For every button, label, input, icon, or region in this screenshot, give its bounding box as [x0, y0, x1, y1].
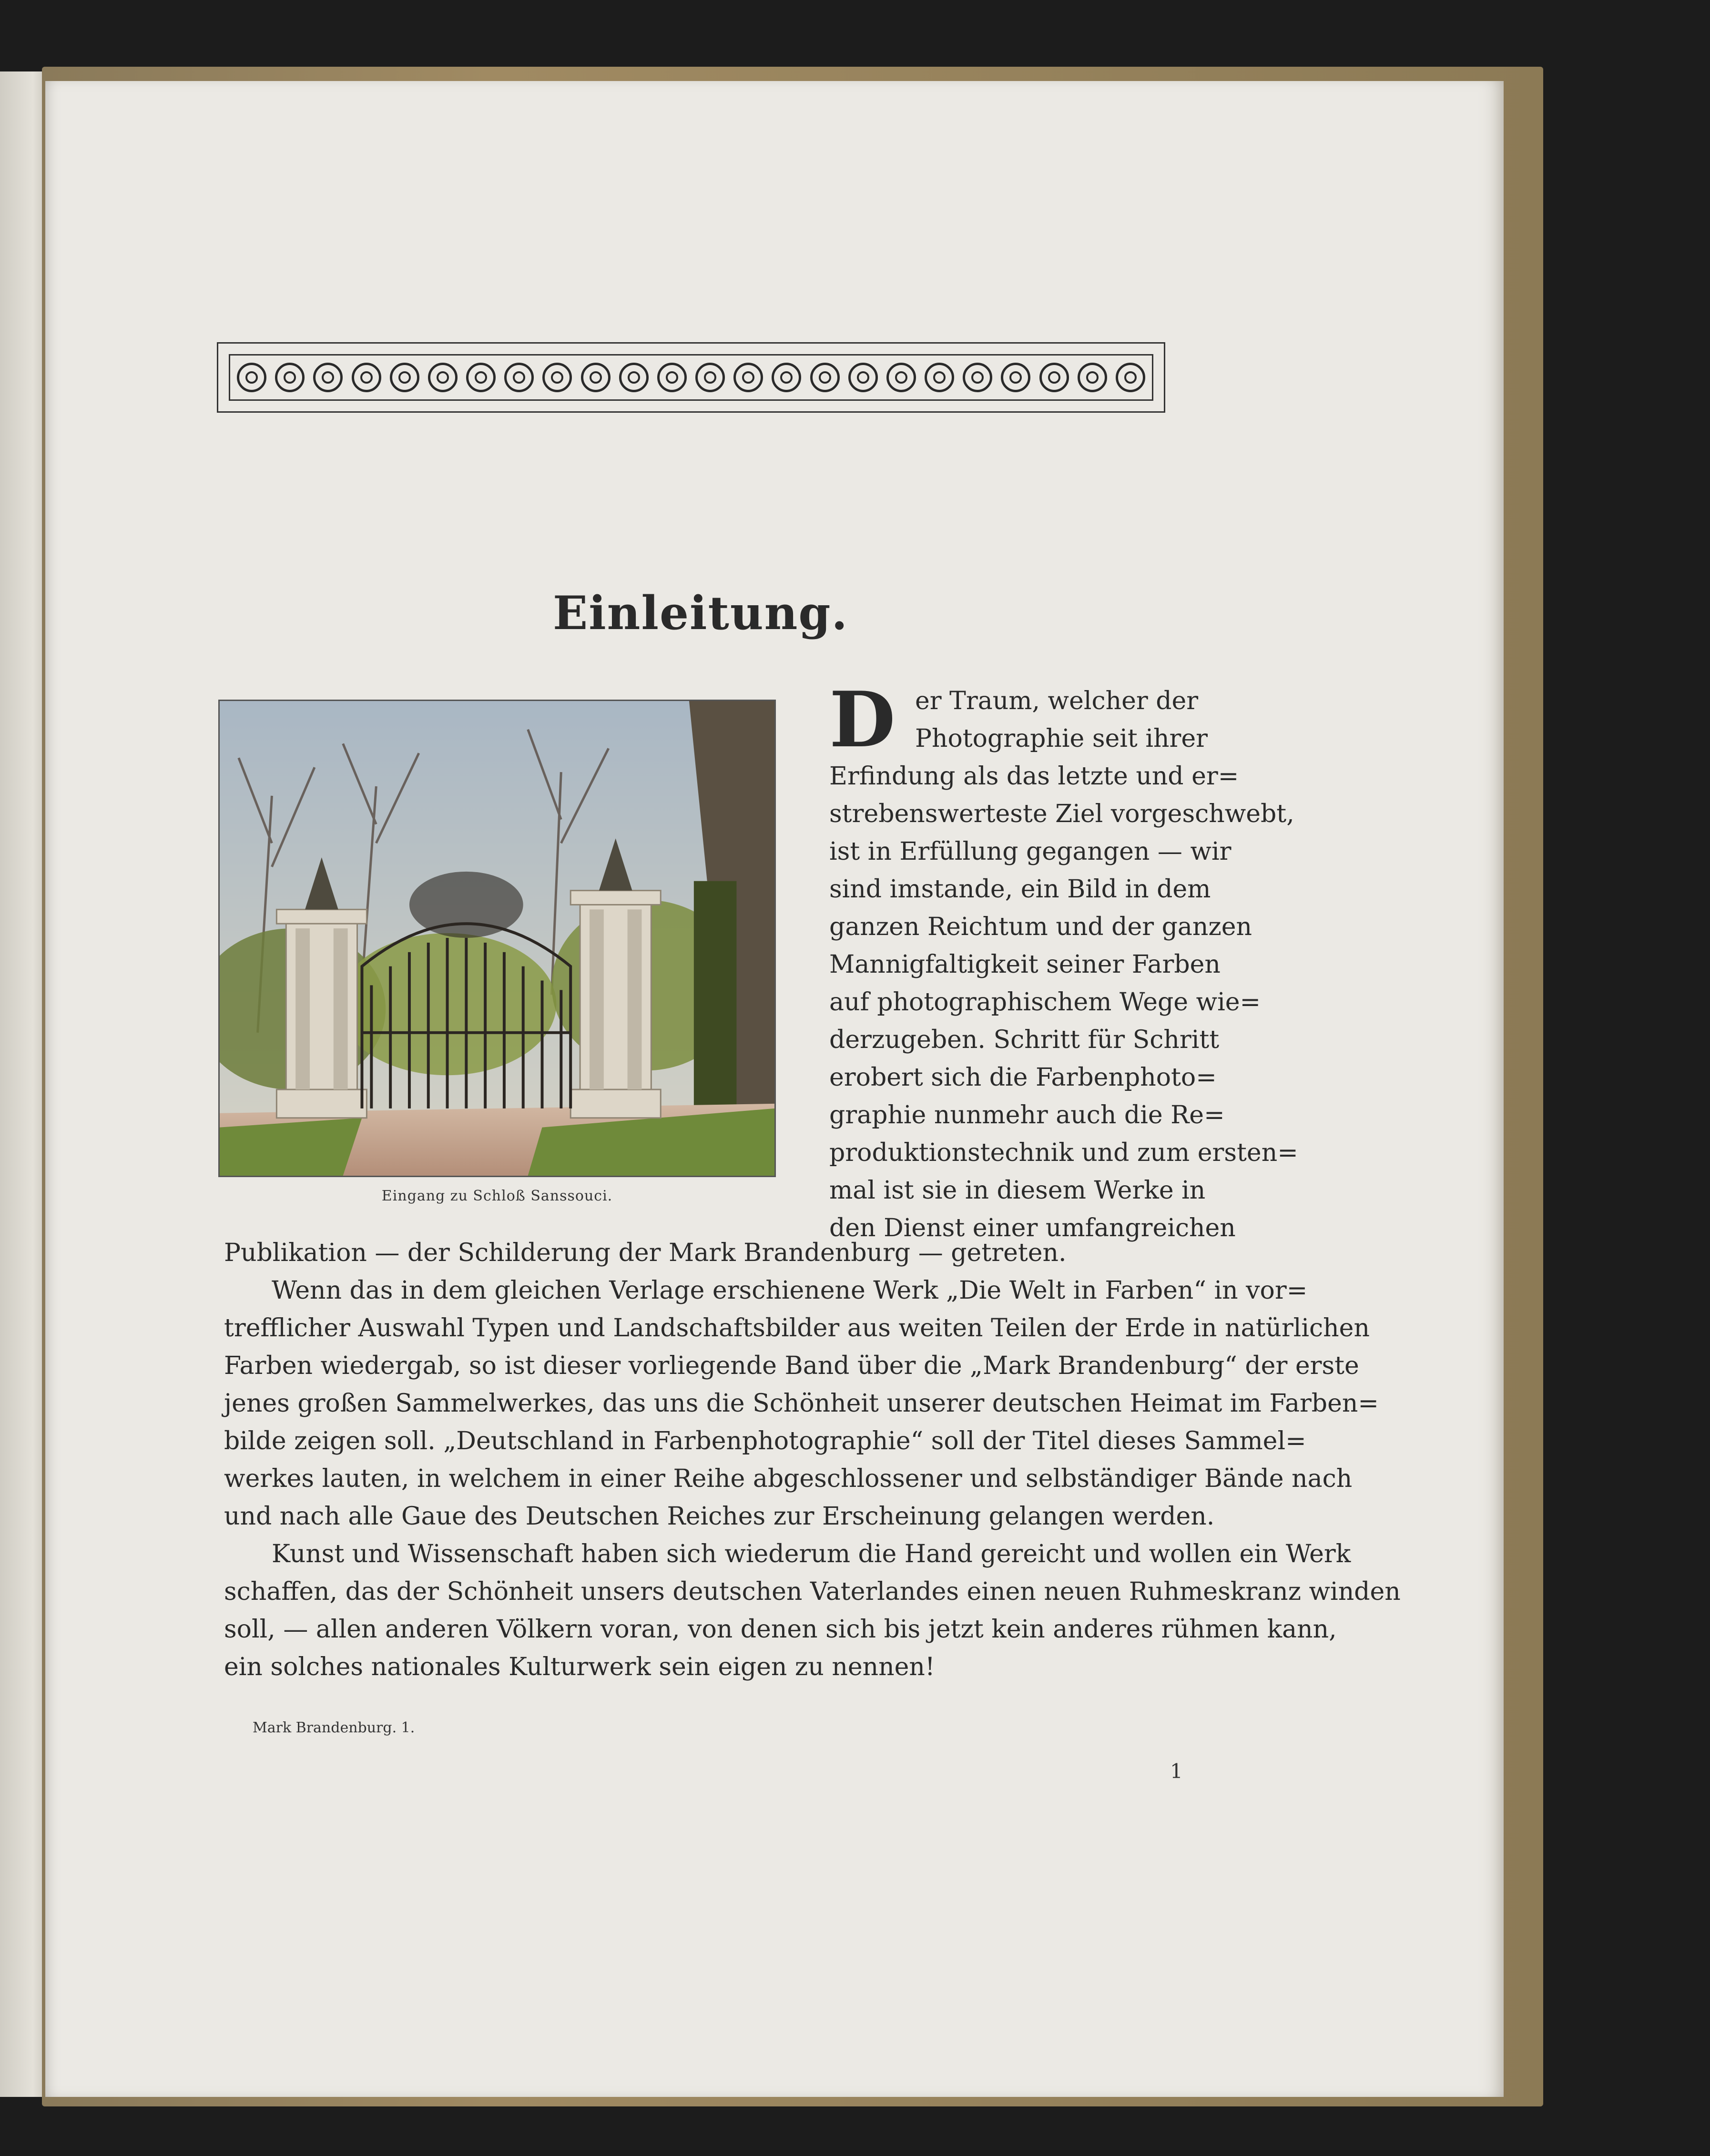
full-width-text — [224, 1234, 1401, 1686]
page-title: Einleitung. — [553, 586, 848, 640]
right-column-line: Mannigfaltigkeit seiner Farben — [829, 950, 1221, 979]
ornament-ring-icon — [581, 363, 611, 392]
ornament-ring-icon — [352, 363, 381, 392]
right-column-line: graphie nunmehr auch die Re= — [829, 1101, 1225, 1129]
sanssouci-gate-photo — [218, 700, 776, 1177]
body-text-line: schaffen, das der Schönheit unsers deutschen Vaterlandes einen neuen Ruhmeskranz winden — [224, 1577, 1401, 1606]
ornament-ring-icon — [619, 363, 649, 392]
ornament-ring-icon — [466, 363, 496, 392]
signature-mark: Mark Brandenburg. 1. — [253, 1719, 415, 1736]
ornament-ring-icon — [237, 363, 266, 392]
right-column-line: derzugeben. Schritt für Schritt — [829, 1026, 1220, 1054]
ornament-ring-icon — [275, 363, 305, 392]
body-text-line: Wenn das in dem gleichen Verlage erschienene Werk „Die Welt in Farben“ in vor= — [272, 1276, 1308, 1305]
ornament-ring-icon — [810, 363, 840, 392]
body-text-line: werkes lauten, in welchem in einer Reihe abgeschlossener und selbständiger Bände nach — [224, 1464, 1353, 1493]
ornament-ring-icon — [504, 363, 534, 392]
right-column-line: Photographie seit ihrer — [915, 724, 1208, 753]
photo-caption: Eingang zu Schloß Sanssouci. — [381, 1188, 613, 1204]
right-column-line: ganzen Reichtum und der ganzen — [829, 913, 1252, 941]
right-column-line: ist in Erfüllung gegangen — wir — [829, 837, 1232, 866]
right-column-line: produktionstechnik und zum ersten= — [829, 1139, 1298, 1167]
ornament-ring-icon — [313, 363, 343, 392]
ornament-ring-icon — [1039, 363, 1069, 392]
body-text-line: bilde zeigen soll. „Deutschland in Farbenphotographie“ soll der Titel dieses Sammel= — [224, 1427, 1306, 1455]
right-column-line: sind imstande, ein Bild in dem — [829, 875, 1211, 904]
body-text-line: trefflicher Auswahl Typen und Landschaftsbilder aus weiten Teilen der Erde in natürlichen — [224, 1314, 1370, 1342]
right-column-line: erobert sich die Farbenphoto= — [829, 1063, 1217, 1092]
ornamental-border — [217, 342, 1165, 413]
right-column-text — [829, 675, 1298, 1247]
page-number: 1 — [1170, 1759, 1183, 1783]
ornament-ring-icon — [390, 363, 419, 392]
gate-photo-image — [220, 701, 774, 1176]
body-text-line: ein solches nationales Kulturwerk sein eigen zu nennen! — [224, 1653, 935, 1681]
body-text-line: und nach alle Gaue des Deutschen Reiches zur Erscheinung gelangen werden. — [224, 1502, 1215, 1531]
right-column-line: mal ist sie in diesem Werke in — [829, 1176, 1206, 1205]
ornament-ring-icon — [886, 363, 916, 392]
body-text-line: Farben wiedergab, so ist dieser vorliegende Band über die „Mark Brandenburg“ der erste — [224, 1352, 1359, 1380]
body-text-line: Kunst und Wissenschaft haben sich wiederum die Hand gereicht und wollen ein Werk — [272, 1540, 1351, 1568]
right-column-line: auf photographischem Wege wie= — [829, 988, 1261, 1017]
ornament-ring-icon — [925, 363, 954, 392]
body-text-line: jenes großen Sammelwerkes, das uns die Schönheit unserer deutschen Heimat im Farben= — [224, 1389, 1379, 1418]
right-column-line: den Dienst einer umfangreichen — [829, 1214, 1236, 1242]
right-column-line: er Traum, welcher der — [915, 687, 1199, 715]
right-column-line: Erfindung als das letzte und er= — [829, 762, 1239, 791]
ornament-ring-row — [229, 354, 1153, 401]
ornament-ring-icon — [733, 363, 763, 392]
drop-cap-letter: D — [829, 675, 896, 764]
ornament-ring-icon — [695, 363, 725, 392]
body-text-line: soll, — allen anderen Völkern voran, von denen sich bis jetzt kein anderes rühmen kann, — [224, 1615, 1337, 1644]
right-column-line: strebenswerteste Ziel vorgeschwebt, — [829, 800, 1294, 828]
ornament-ring-icon — [848, 363, 878, 392]
ornament-ring-icon — [1001, 363, 1030, 392]
ornament-ring-icon — [542, 363, 572, 392]
ornament-ring-icon — [963, 363, 992, 392]
ornament-ring-icon — [772, 363, 801, 392]
ornament-ring-icon — [1078, 363, 1107, 392]
body-text-line: Publikation — der Schilderung der Mark Brandenburg — getreten. — [224, 1239, 1067, 1267]
ornament-ring-icon — [428, 363, 458, 392]
ornament-ring-icon — [1116, 363, 1145, 392]
ornament-ring-icon — [657, 363, 687, 392]
